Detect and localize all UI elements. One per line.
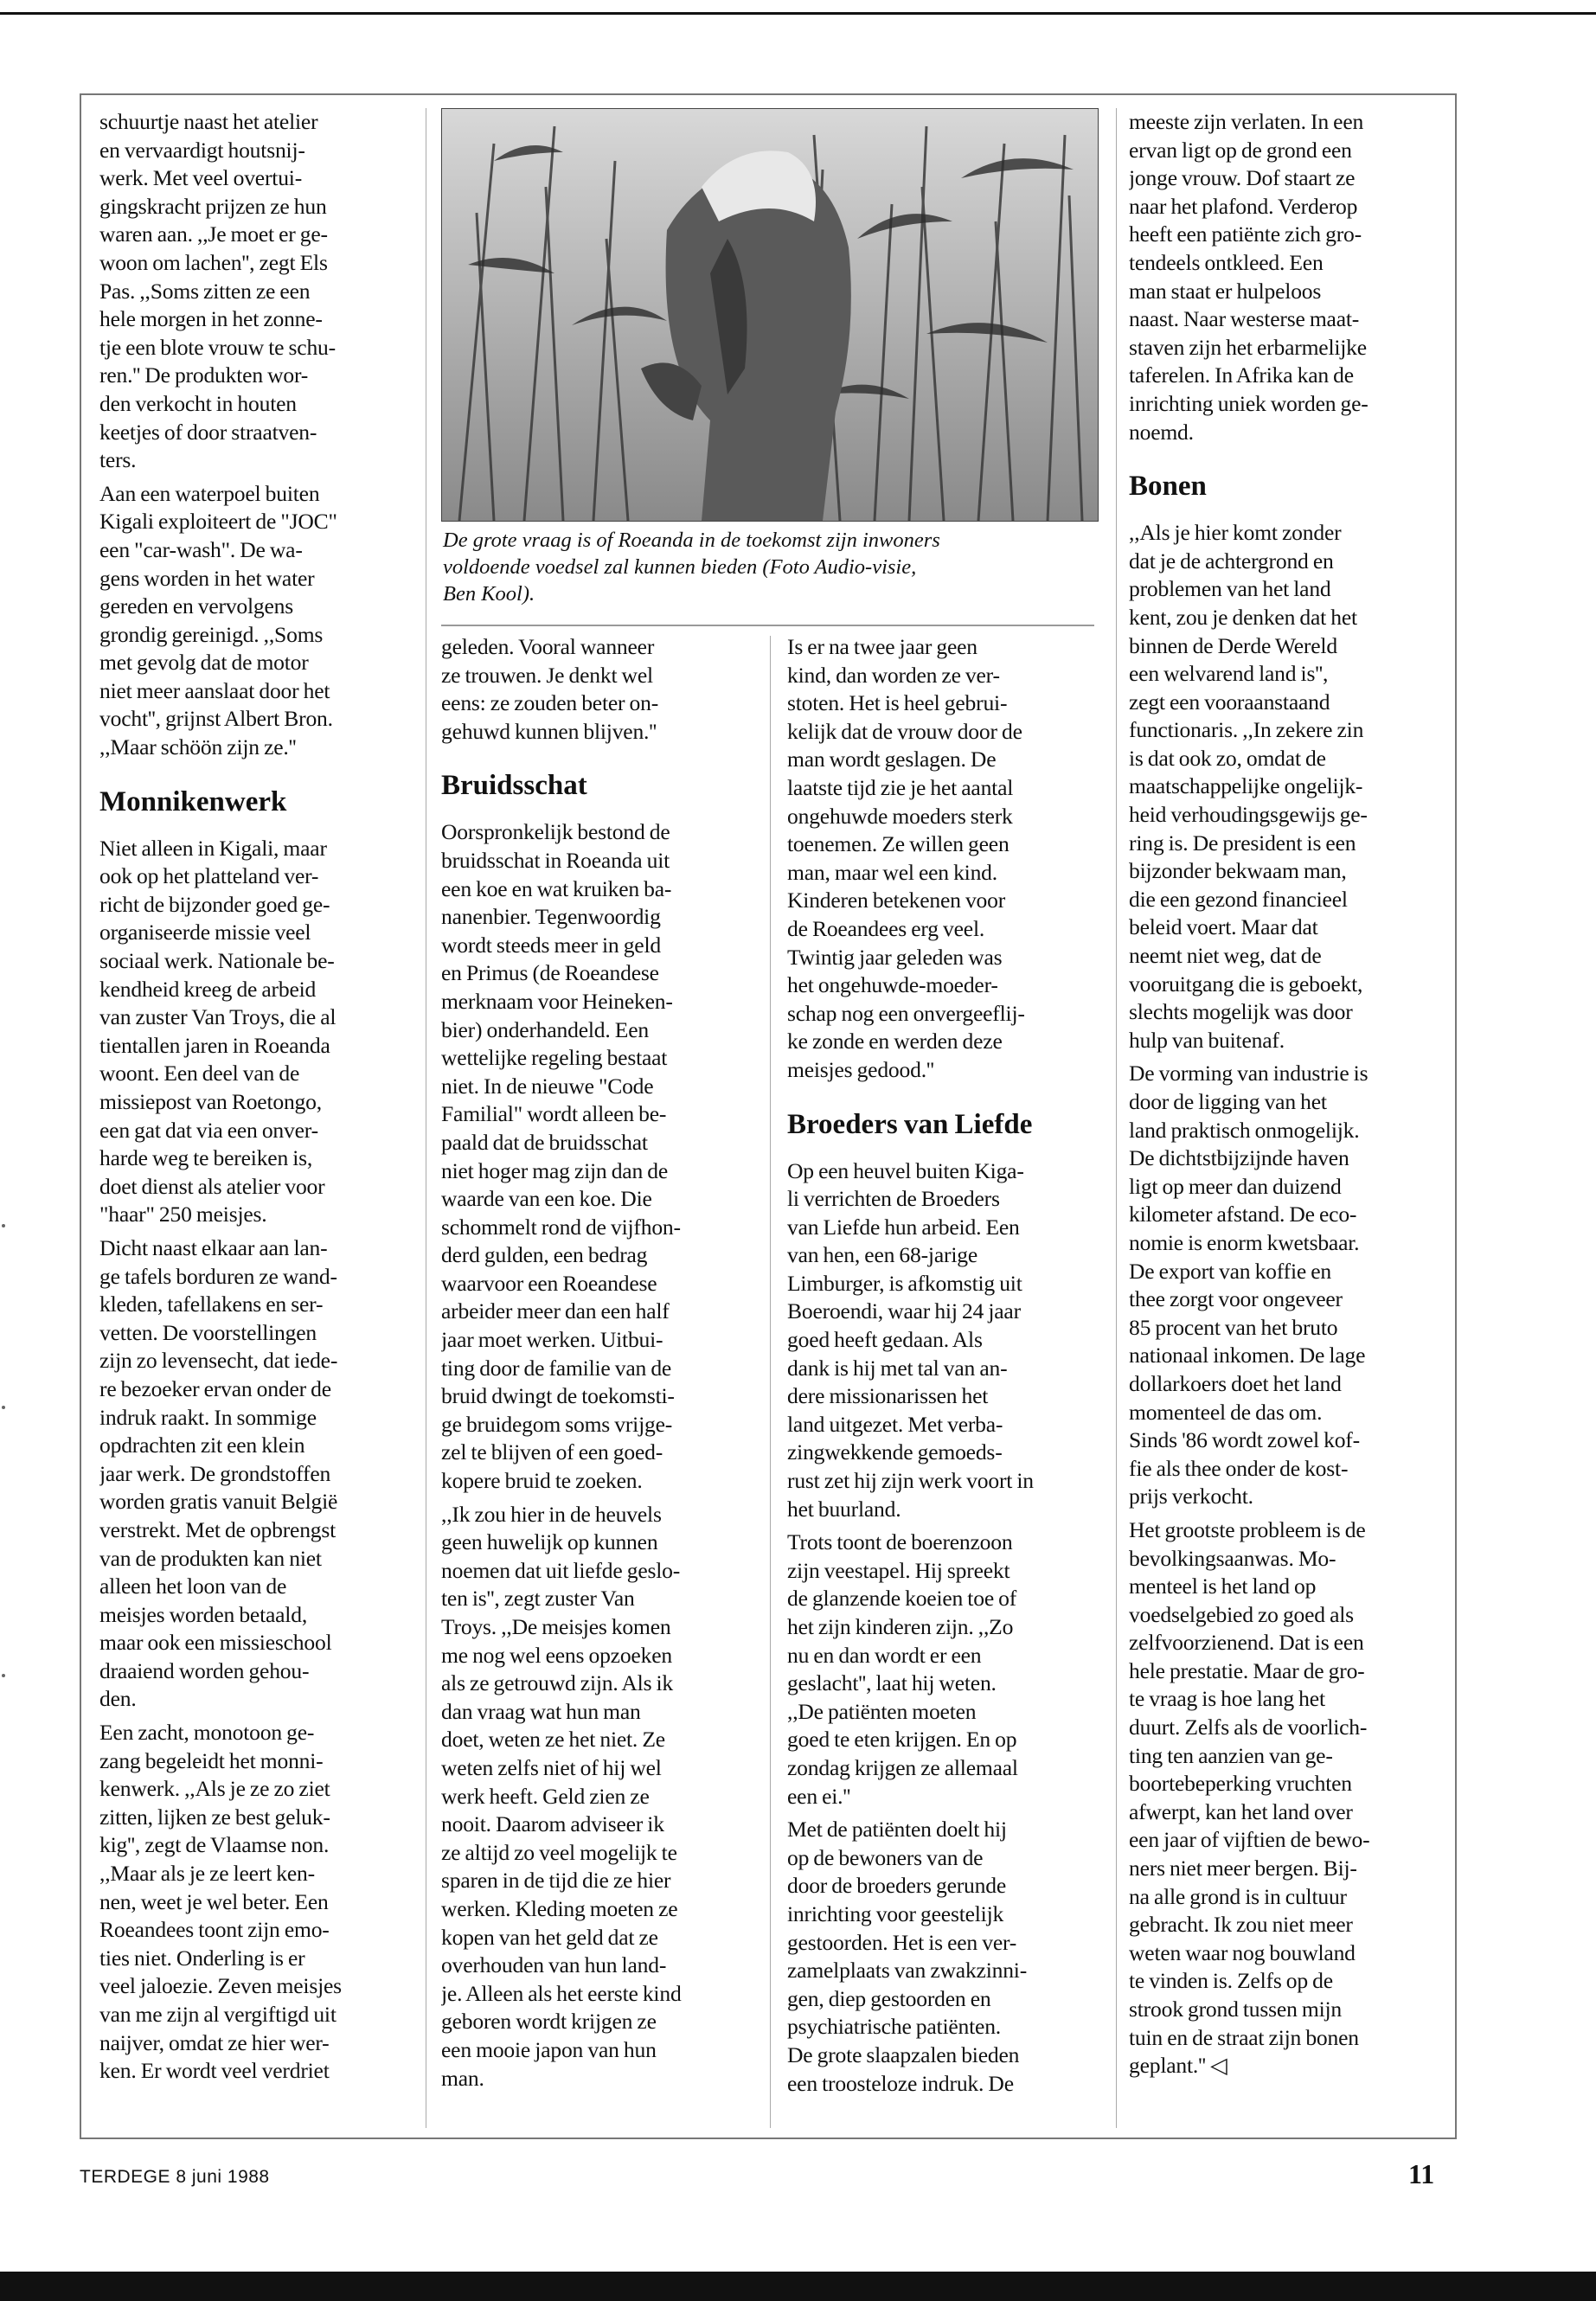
- paragraph: Niet alleen in Kigali, maar ook op het platteland ver- richt de bijzonder goed ge- organiseerde missie veel sociaal werk. Nationale be- kendheid kreeg de arbeid van zuster Van Troys, die al tientallen jaren in Roeanda woont. Een deel van de missiepost van Roetongo, een gat dat via een onver- harde weg te bereiken is, doet dienst als atelier voor "haar" 250 meisjes.: [99, 835, 337, 1227]
- photo-woman-in-field-image: [442, 109, 1098, 521]
- section-heading: Bonen: [1129, 471, 1207, 503]
- photo-caption: De grote vraag is of Roeanda in de toekomst zijn inwoners voldoende voedsel zal kunnen bieden (Foto Audio-visie, Ben Kool).: [443, 529, 940, 606]
- paragraph: Dicht naast elkaar aan lan- ge tafels borduren ze wand- kleden, tafellakens en ser- vetten. De voorstellingen zijn zo levensecht, dat iede- re bezoeker ervan onder de indruk raakt. In sommige opdrachten zit een klein jaar werk. De grondstoffen worden gratis vanuit België verstrekt. Met de opbrengst van de produkten kan niet alleen het loon van de meisjes worden betaald, maar ook een missieschool draaiend worden gehou- den.: [99, 1234, 338, 1712]
- paragraph: schuurtje naast het atelier en vervaardigt houtsnij- werk. Met veel overtui- gingskracht prijzen ze hun waren aan. ,,Je moet er ge- woon om lachen'', zegt Els Pas. ,,Soms zitten ze een hele morgen in het zonne- tje een blote vrouw te schu- ren.'' De produkten wor- den verkocht in houten keetjes of door straatven- ters.: [99, 109, 336, 473]
- scan-mark: [2, 1406, 5, 1409]
- paragraph: Aan een waterpoel buiten Kigali exploiteert de "JOC" een "car-wash". De wa- gens worden in het water gereden en vervolgens grondig gereinigd. ,,Soms met gevolg dat de motor niet meer aanslaat door het vocht'', grijnst Albert Bron. ,,Maar schöön zijn ze.'': [99, 480, 337, 760]
- section-heading: Bruidsschat: [441, 770, 587, 802]
- paragraph: De vorming van industrie is door de ligging van het land praktisch onmogelijk. De dichtstbijzijnde haven ligt op meer dan duizend kilometer afstand. De eco- nomie is enorm kwetsbaar. De export van koffie en thee zorgt voor ongeveer 85 procent van het bruto nationaal inkomen. De lage dollarkoers doet het land momenteel de das om. Sinds '86 wordt zowel kof- fie als thee onder de kost- prijs verkocht.: [1129, 1061, 1368, 1509]
- bottom-scan-border: [0, 2272, 1596, 2301]
- paragraph: ,,Ik zou hier in de heuvels geen huwelijk op kunnen noemen dat uit liefde geslo- ten is'', zegt zuster Van Troys. ,,De meisjes komen me nog wel eens opzoeken als ze getrouwd zijn. Als ik dan vraag wat hun man doet, weten ze het niet. Ze weten zelfs niet of hij wel werk heeft. Geld zien ze nooit. Daarom adviseer ik ze altijd zo veel mogelijk te sparen in de tijd die ze hier werken. Kleding moeten ze kopen van het geld dat ze overhouden van hun land- je. Alleen als het eerste kind geboren wordt krijgen ze een mooie japon van hun man.: [441, 1501, 682, 2091]
- paragraph: Het grootste probleem is de bevolkingsaanwas. Mo- menteel is het land op voedselgebied zo goed als zelfvoorzienend. Dat is een hele prestatie. Maar de gro- te vraag is hoe lang het duurt. Zelfs als de voorlich- ting ten aanzien van ge- boortebeperking vruchten afwerpt, kan het land over een jaar of vijftien de bewo- ners niet meer bergen. Bij- na alle grond is in cultuur gebracht. Ik zou niet meer weten waar nog bouwland te vinden is. Zelfs op de strook grond tussen mijn tuin en de straat zijn bonen geplant.'' ◁: [1129, 1516, 1370, 2079]
- scan-mark: [2, 1674, 5, 1677]
- section-heading: Monnikenwerk: [99, 785, 287, 817]
- article-photo: [441, 108, 1099, 522]
- article-column-1: [99, 108, 411, 2086]
- column-divider: [1116, 108, 1117, 2128]
- caption-divider: [441, 625, 1094, 626]
- paragraph: Met de patiënten doelt hij op de bewoners van de door de broeders gerunde inrichting voor geestelijk gestoorden. Het is een ver- zamelplaats van zwakzinni- gen, diep gestoorden en psychiatrische patiënten. De grote slaapzalen bieden een troosteloze indruk. De: [787, 1817, 1028, 2096]
- section-heading: Broeders van Liefde: [787, 1108, 1033, 1140]
- paragraph: meeste zijn verlaten. In een ervan ligt op de grond een jonge vrouw. Dof staart ze naar het plafond. Verderop heeft een patiënte zich gro- tendeels ontkleed. Een man staat er hulpeloos naast. Naar westerse maat- staven zijn het erbarmelijke taferelen. In Afrika kan de inrichting uniek worden ge- noemd.: [1129, 109, 1368, 445]
- article-column-2: [441, 633, 753, 2093]
- article-column-3: [787, 633, 1107, 2098]
- paragraph: Trots toont de boerenzoon zijn veestapel. Hij spreekt de glanzende koeien toe of het zijn kinderen zijn. ,,Zo nu en dan wordt er een geslacht'', laat hij weten. ,,De patiënten moeten goed te eten krijgen. En op zondag krijgen ze allemaal een ei.'': [787, 1529, 1018, 1809]
- paragraph: Oorspronkelijk bestond de bruidsschat in Roeanda uit een koe en wat kruiken ba- nanenbier. Tegenwoordig wordt steeds meer in geld en Primus (de Roeandese merknaam voor Heineken- bier) onderhandeld. Een wettelijke regeling bestaat niet. In de nieuwe "Code Familial" wordt alleen be- paald dat de bruidsschat niet hoger mag zijn dan de waarde van een koe. Die schommelt rond de vijfhon- derd gulden, een bedrag waarvoor een Roeandese arbeider meer dan een half jaar moet werken. Uitbui- ting door de familie van de bruid dwingt de toekomsti- ge bruidegom soms vrijge- zel te blijven of een goed- kopere bruid te zoeken.: [441, 819, 681, 1494]
- paragraph: Een zacht, monotoon ge- zang begeleidt het monni- kenwerk. ,,Als je ze zo ziet zitten, lijken ze best geluk- kig'', zegt de Vlaamse non. ,,Maar als je ze leert ken- nen, weet je wel beter. Een Roeandees toont zijn emo- ties niet. Onderling is er veel jaloezie. Zeven meisjes van me zijn al vergiftigd uit naijver, omdat ze hier wer- ken. Er wordt veel verdriet: [99, 1720, 342, 2084]
- top-rule: [0, 12, 1596, 15]
- page-number: 11: [1408, 2158, 1435, 2189]
- paragraph: geleden. Vooral wanneer ze trouwen. Je denkt wel eens: ze zouden beter on- gehuwd kunnen blijven.'': [441, 634, 659, 744]
- column-divider: [770, 636, 771, 2128]
- paragraph: ,,Als je hier komt zonder dat je de achtergrond en problemen van het land kent, zou je denken dat het binnen de Derde Wereld een welvarend land is'', zegt een vooraanstaand functionaris. ,,In zekere zin is dat ook zo, omdat de maatschappelijke ongelijk- heid verhoudingsgewijs ge- ring is. De president is een bijzonder bekwaam man, die een gezond financieel beleid voert. Maar dat neemt niet weg, dat de vooruitgang die is geboekt, slechts mogelijk was door hulp van buitenaf.: [1129, 520, 1368, 1053]
- article-column-4: [1129, 108, 1449, 2080]
- paragraph: Is er na twee jaar geen kind, dan worden ze ver- stoten. Het is heel gebrui- kelijk dat de vrouw door de man wordt geslagen. De laatste tijd zie je het aantal ongehuwde moeders sterk toenemen. Ze willen geen man, maar wel een kind. Kinderen betekenen voor de Roeandees erg veel. Twintig jaar geleden was het ongehuwde-moeder- schap nog een onvergeeflij- ke zonde en werden deze meisjes gedood.'': [787, 634, 1025, 1082]
- paragraph: Op een heuvel buiten Kiga- li verrichten de Broeders van Liefde hun arbeid. Een van hen, een 68-jarige Limburger, is afkomstig uit Boeroendi, waar hij 24 jaar goed heeft gedaan. Als dank is hij met tal van an- dere missionarissen het land uitgezet. Met verba- zingwekkende gemoeds- rust zet hij zijn werk voort in het buurland.: [787, 1157, 1034, 1522]
- scan-mark: [2, 1224, 5, 1227]
- publication-footer: TERDEGE 8 juni 1988: [80, 2167, 270, 2187]
